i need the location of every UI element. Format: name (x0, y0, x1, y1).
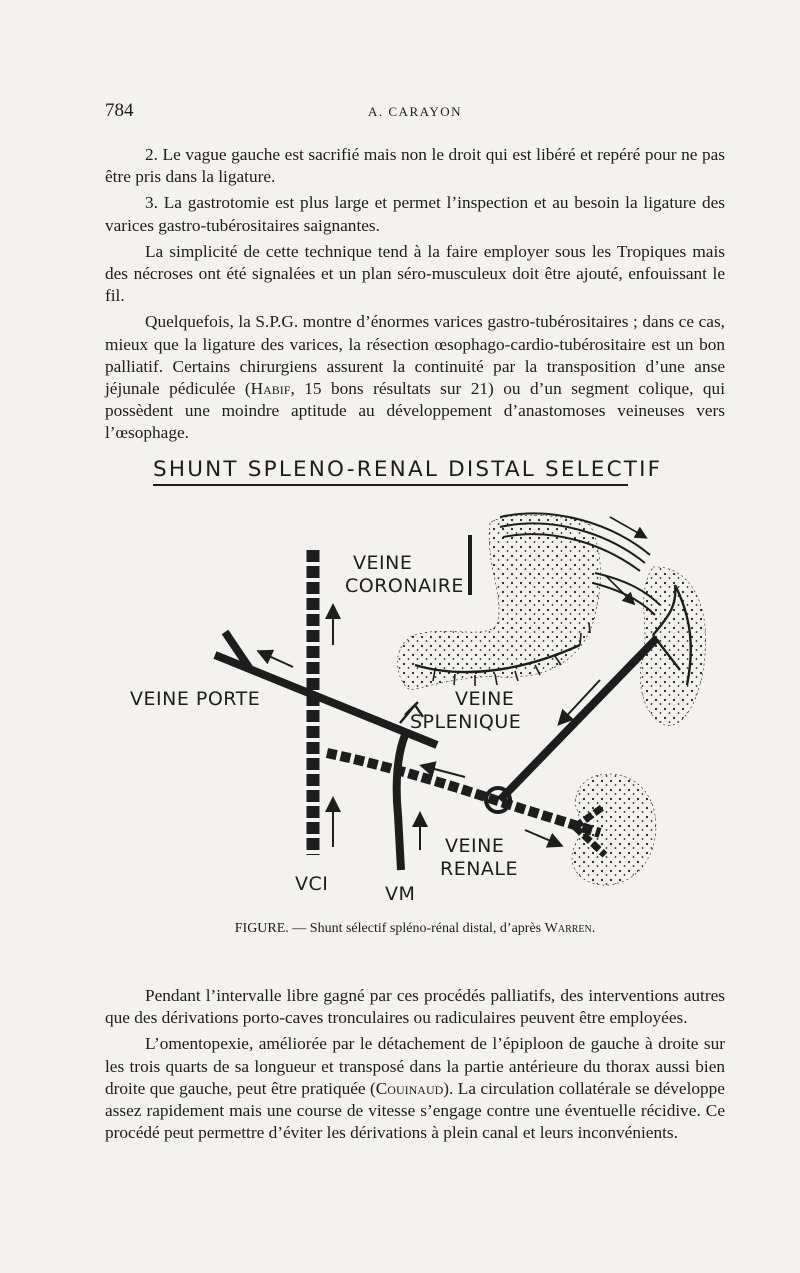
flow-arrow (525, 830, 560, 845)
paragraph: La simplicité de cette technique tend à la faire employer sous les Tropiques mais des nécroses ont été signalées et un plan séro-musculeux doit être ajouté, enfouissant le fil. (105, 241, 725, 306)
paragraph: 2. Le vague gauche est sacrifié mais non le droit qui est libéré et repéré pour ne pas être pris dans la ligature. (105, 145, 725, 187)
mesenteric-vein (397, 735, 405, 870)
paragraph-text: L’omentopexie, améliorée par le détachement de l’épiploon de gauche à droite sur les trois quarts de sa longueur et transposé dans la partie antérieure du thorax aussi bien droite que gauche, peut être pratiquée ( (105, 1034, 725, 1098)
cited-author: Habif (250, 379, 291, 399)
label-line: RENALE (440, 858, 519, 880)
running-head-author: A. CARAYON (368, 104, 462, 119)
running-head (105, 100, 725, 126)
body-text-top (105, 144, 725, 449)
paragraph-text: Quelquefois, la S.P.G. montre d’énormes varices gastro-tubérositaires ; dans ce cas, mieux que la ligature des varices, la résection œsophago-cardio-tubérositaire est un bon palliatif. Certains chirurgiens assurent la continuité par la transposition d’une anse jéjunale pédiculée ( (105, 312, 725, 399)
flow-arrow (260, 652, 293, 667)
paragraph: 3. La gastrotomie est plus large et permet l’inspection et au besoin la ligature des varices gastro-tubérositaires saignantes. (105, 193, 725, 235)
paragraph (105, 311, 725, 444)
figure-caption (105, 921, 725, 937)
caption-text: FIGURE. — Shunt sélectif spléno-rénal distal, d’après (234, 921, 545, 936)
stomach-shape (398, 515, 601, 690)
label-veine-coronaire (345, 552, 464, 598)
page-number: 784 (105, 100, 134, 121)
body-text-bottom (105, 985, 725, 1148)
label-line: VEINE (455, 688, 515, 710)
paragraph-text: ). La circulation collatérale se développe assez rapidement mais une course de vitesse s’engage contre une éventuelle récidive. Ce procédé peut permettre d’éviter les dérivations à plein canal et leurs inconvénients. (105, 1078, 725, 1143)
paragraph (105, 1033, 725, 1144)
label-line: VEINE (353, 552, 413, 574)
figure-diagram (105, 455, 725, 915)
label-veine-splenique (410, 688, 521, 734)
cited-author: Warren (544, 921, 592, 936)
diagram-drawing (105, 455, 725, 915)
label-veine-renale (440, 835, 518, 881)
label-line: VEINE (445, 835, 505, 857)
label-vm: VM (385, 883, 416, 905)
paragraph-text: , 15 bons résultats sur 21) ou d’un segment colique, qui possèdent une moindre aptitude au développement d’anastomoses veineuses vers l’œsophage. (105, 379, 726, 443)
paragraph: Pendant l’intervalle libre gagné par ces procédés palliatifs, des interventions autres que des dérivations porto-caves tronculaires ou radiculaires peuvent être employées. (105, 986, 725, 1028)
flow-arrow (610, 517, 645, 537)
caption-text: . (591, 921, 596, 936)
label-vci: VCI (295, 873, 329, 895)
figure-title: SHUNT SPLENO-RENAL DISTAL SELECTIF (153, 457, 628, 486)
cited-author: Couinaud (375, 1078, 444, 1098)
label-line: SPLENIQUE (410, 711, 522, 733)
label-line: CORONAIRE (345, 575, 464, 597)
renal-vein (327, 753, 600, 833)
label-veine-porte: VEINE PORTE (130, 688, 261, 710)
